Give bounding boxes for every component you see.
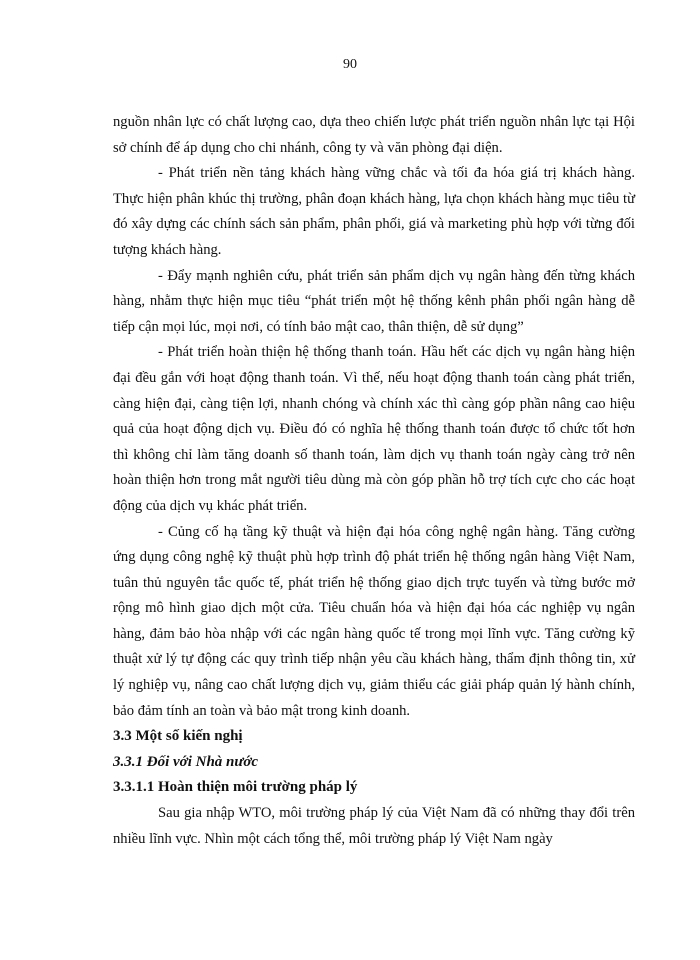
page-content xyxy=(113,110,635,852)
subsection-heading: 3.3.1 Đối với Nhà nước xyxy=(113,753,259,770)
page-number: 90 xyxy=(343,57,357,72)
paragraph-technology: - Củng cố hạ tầng kỹ thuật và hiện đại hóa công nghệ ngân hàng. Tăng cường ứng dụng công nghệ kỹ thuật phù hợp trình độ phát triển hệ thống ngân hàng Việt Nam, tuân thủ nguyên tắc quốc tế, phát triển hệ thống giao dịch trực tuyến và từng bước mở rộng mô hình giao dịch một cửa. Tiêu chuẩn hóa và hiện đại hóa các nghiệp vụ ngân hàng, đảm bảo hòa nhập với các ngân hàng quốc tế trong mọi lĩnh vực. Tăng cường kỹ thuật xử lý tự động các quy trình tiếp nhận yêu cầu khách hàng, thẩm định thông tin, xử lý nghiệp vụ, nâng cao chất lượng dịch vụ, giảm thiểu các giải pháp quản lý hành chính, bảo đảm tính an toàn và bảo mật trong kinh doanh. xyxy=(113,523,635,719)
subsubsection-heading: 3.3.1.1 Hoàn thiện môi trường pháp lý xyxy=(113,779,358,796)
paragraph-continuation: nguồn nhân lực có chất lượng cao, dựa theo chiến lược phát triển nguồn nhân lực tại Hội sở chính để áp dụng cho chi nhánh, công ty và văn phòng đại diện. xyxy=(113,114,635,156)
paragraph-product-research: - Đẩy mạnh nghiên cứu, phát triển sản phẩm dịch vụ ngân hàng đến từng khách hàng, nhằm thực hiện mục tiêu “phát triển một hệ thống kênh phân phối ngân hàng dễ tiếp cận mọi lúc, mọi nơi, có tính bảo mật cao, thân thiện, dễ sử dụng” xyxy=(113,267,635,335)
section-heading: 3.3 Một số kiến nghị xyxy=(113,728,243,745)
paragraph-customer-base: - Phát triển nền tảng khách hàng vững chắc và tối đa hóa giá trị khách hàng. Thực hiện phân khúc thị trường, phân đoạn khách hàng, lựa chọn khách hàng mục tiêu từ đó xây dựng các chính sách sản phẩm, phân phối, giá và marketing phù hợp với từng đối tượng khách hàng. xyxy=(113,165,635,258)
paragraph-payment-system: - Phát triển hoàn thiện hệ thống thanh toán. Hầu hết các dịch vụ ngân hàng hiện đại đều gắn với hoạt động thanh toán. Vì thế, nếu hoạt động thanh toán càng phát triển, càng hiện đại, càng tiện lợi, nhanh chóng và chính xác thì càng góp phần nâng cao hiệu quả của hoạt động dịch vụ. Điều đó có nghĩa hệ thống thanh toán được tổ chức tốt hơn thì không chỉ làm tăng doanh số thanh toán, làm dịch vụ thanh toán ngày càng trở nên hoàn thiện hơn trong mắt người tiêu dùng mà còn góp phần hỗ trợ tích cực cho các hoạt động của dịch vụ khác phát triển. xyxy=(113,344,635,514)
paragraph-legal-environment: Sau gia nhập WTO, môi trường pháp lý của Việt Nam đã có những thay đổi trên nhiều lĩnh vực. Nhìn một cách tổng thể, môi trường pháp lý Việt Nam ngày xyxy=(113,805,635,847)
